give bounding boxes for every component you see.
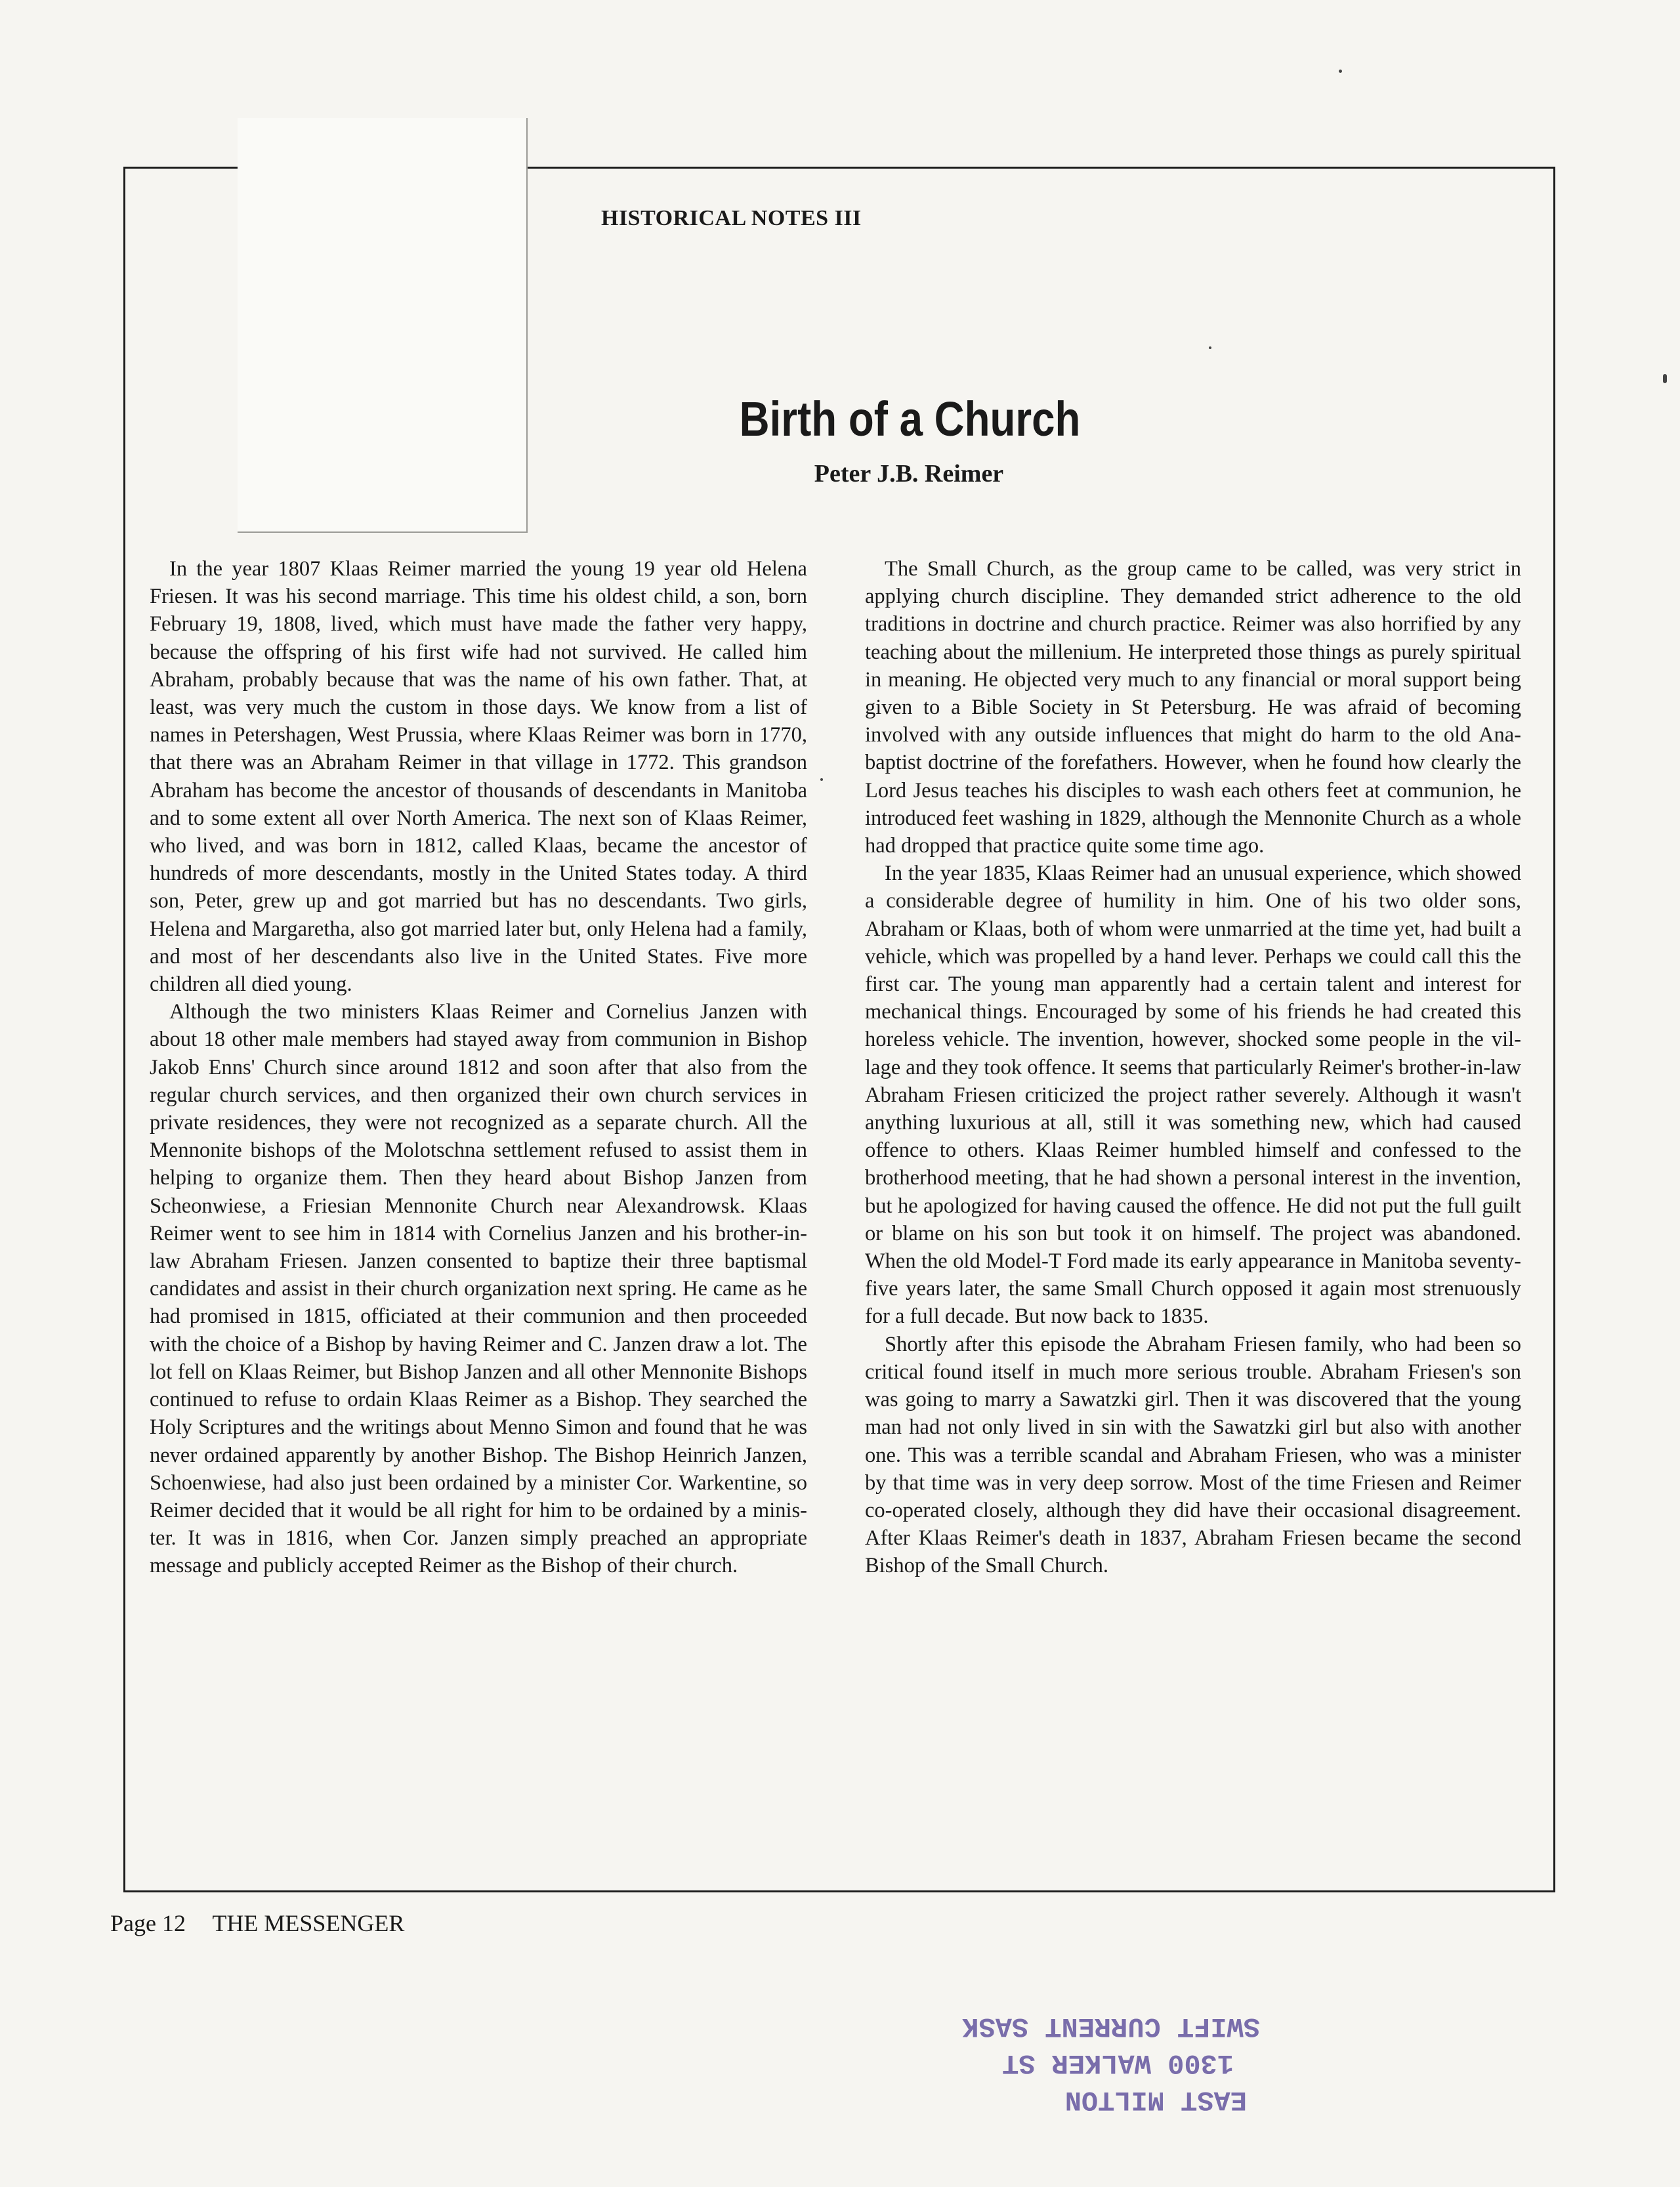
scan-speck	[1663, 374, 1667, 383]
stamp-line: 1300 WALKER ST	[1002, 2047, 1234, 2079]
right-column	[865, 555, 1521, 1580]
page-number: Page 12	[110, 1910, 186, 1936]
paragraph: In the year 1835, Klaas Reimer had an unusual experience, which showed a considerable degree of humility in him. One of his two older sons, Abraham or Klaas, both of whom were unmarried at the time yet, had built a vehicle, which was propelled by a hand lever. Perhaps we could call this the first car. The young man apparently had a certain talent and interest for mechanical things. Encouraged by some of his friends he had created this horeless vehicle. The invention, however, shocked some people in the village and they took offence. It seems that particularly Reimer's brother-in-law Abraham Friesen criticized the project rather severely. Although it wasn't anything luxurious at all, still it was something new, which had caused offence to others. Klaas Reimer humbled himself and confessed to the brotherhood meeting, that he had shown a personal interest in the invention, but he apologized for having caused the offence. He did not put the full guilt or blame on his son but took it on himself. The project was abandoned. When the old Model-T Ford made its early appearance in Manitoba seventy-five years later, the same Small Church opposed it again most strenuously for a full decade. But now back to 1835.	[865, 862, 1522, 1329]
page-footer	[110, 1909, 404, 1937]
article-title: Birth of a Church	[739, 392, 1081, 446]
stamp-line: SWIFT CURRENT SASK	[962, 2010, 1260, 2042]
paragraph: Although the two ministers Klaas Reimer and Cornelius Janzen with about 18 other male members had stayed away from communion in Bishop Jakob Enns' Church since around 1812 and soon after that also from the regular church services, and then organized their own church services in private residences, they were not recognized as a separate church. All the Mennonite bishops of the Molotschna settlement refused to assist them in helping to organize them. Then they heard about Bishop Janzen from Scheonwiese, a Friesian Mennonite Church near Alexandrowsk. Klaas Reimer went to see him in 1814 with Cornelius Janzen and his brother-in-law Abraham Friesen. Janzen consented to baptize their three baptismal candidates and assist in their church organization next spring. He came as he had promised in 1815, officiated at their communion and then proceeded with the choice of a Bishop by having Reimer and C. Janzen draw a lot. The lot fell on Klaas Reimer, but Bishop Janzen and all other Mennonite Bishops continued to refuse to ordain Klaas Reimer as a Bishop. They searched the Holy Scriptures and the writings about Menno Simon and found that he was never ordained apparently by another Bishop. The Bishop Heinrich Janzen, Schoenwiese, had also just been ordained by a minister Cor. Warkentine, so Reimer decided that it would be all right for him to be ordained by a minister. It was in 1816, when Cor. Janzen simply preached an appropriate message and publicly accepted Reimer as the Bishop of their church.	[150, 1000, 807, 1578]
section-label: HISTORICAL NOTES III	[601, 206, 862, 230]
scan-speck	[820, 778, 823, 781]
stamp-line: EAST MILTON	[1064, 2084, 1247, 2115]
paragraph: In the year 1807 Klaas Reimer married the young 19 year old Helena Friesen. It was his second marriage. This time his oldest child, a son, born February 19, 1808, lived, which must have made the father very happy, because the offspring of his first wife had not survived. He called him Abraham, probably because that was the name of his own father. That, at least, was very much the custom in those days. We know from a list of names in Petershagen, West Prussia, where Klaas Reimer was born in 1770, that there was an Abraham Reimer in that village in 1772. This grandson Abraham has become the ancestor of thousands of descendants in Manitoba and to some extent all over North America. The next son of Klaas Reimer, who lived, and was born in 1812, called Klaas, became the ancestor of hundreds of more descendants, mostly in the United States today. A third son, Peter, grew up and got married but has no descendants. Two girls, Helena and Margaretha, also got married later but, only Helena had a family, and most of her descendants also live in the United States. Five more children all died young.	[150, 557, 807, 997]
left-column	[150, 555, 807, 1580]
address-stamp	[919, 2008, 1260, 2118]
publication-name: THE MESSENGER	[212, 1910, 405, 1936]
paragraph: Shortly after this episode the Abraham Friesen family, who had been so critical found itself in much more serious trouble. Abraham Friesen's son was going to marry a Sawatzki girl. Then it was discovered that the young man had not only lived in sin with the Sawatzki girl but also with another one. This was a terrible scandal and Abraham Friesen, who was a minister by that time was in very deep sorrow. Most of the time Friesen and Reimer co-operated closely, although they did have their occasional disagreement. After Klaas Reimer's death in 1837, Abraham Friesen became the second Bishop of the Small Church.	[865, 1332, 1521, 1578]
scan-speck	[1339, 70, 1342, 73]
scan-speck	[1209, 346, 1211, 349]
author-byline: Peter J.B. Reimer	[814, 460, 1004, 488]
paragraph: The Small Church, as the group came to be called, was very strict in applying church discipline. They demanded strict adherence to the old traditions in doctrine and church practice. Reimer was also horrified by any teaching about the millenium. He interpreted those things as purely spiritual in meaning. He objected very much to any financial or moral support being given to a Bible Society in St Petersburg. He was afraid of becoming involved with any outside influences that might do harm to the old Anabaptist doctrine of the forefathers. However, when he found how clearly the Lord Jesus teaches his disciples to wash each others feet at communion, he introduced feet washing in 1829, although the Mennonite Church as a whole had dropped that practice quite some time ago.	[865, 557, 1521, 858]
